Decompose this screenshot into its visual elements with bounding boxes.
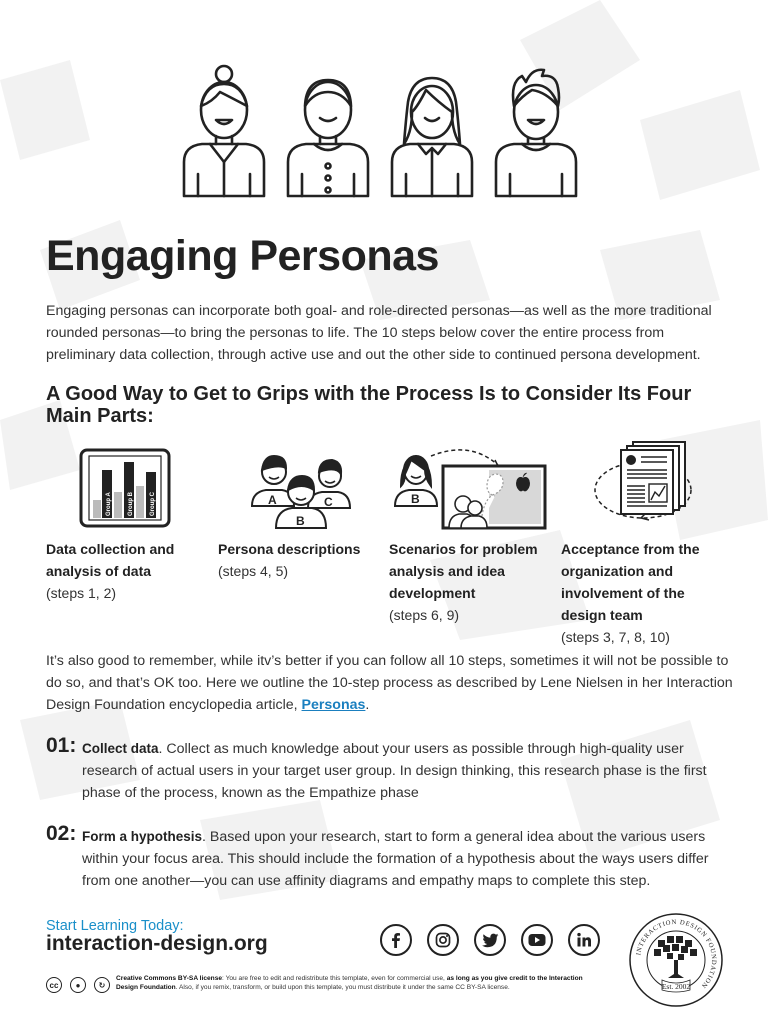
persona-man-spiky-hair-icon bbox=[496, 70, 576, 196]
instagram-icon[interactable] bbox=[427, 924, 459, 956]
step-lead: Form a hypothesis bbox=[82, 829, 203, 844]
remember-tail: . bbox=[365, 697, 370, 713]
share-alike-icon: ↻ bbox=[94, 977, 110, 993]
personas-link[interactable]: Personas bbox=[301, 697, 366, 713]
step-number: 02: bbox=[46, 822, 77, 845]
site-url-link[interactable]: interaction-design.org bbox=[46, 932, 268, 955]
scenario-letter-b: B bbox=[411, 492, 420, 506]
step-text bbox=[82, 738, 736, 804]
facebook-icon[interactable] bbox=[380, 924, 412, 956]
step-02 bbox=[46, 822, 736, 892]
part-title: Acceptance from the organization and involvement of the design team bbox=[561, 541, 700, 623]
seal-established-text: Est. 2002 bbox=[661, 982, 691, 991]
section-subheading: A Good Way to Get to Grips with the Process Is to Consider Its Four Main Parts: bbox=[46, 383, 692, 427]
part-item-acceptance bbox=[561, 442, 731, 648]
chart-label-group-c: Group C bbox=[150, 492, 156, 516]
twitter-icon[interactable] bbox=[474, 924, 506, 956]
license-text: Creative Commons BY-SA license: You are free to edit and redistribute this template, even for commercial use, as long as you give credit to the Interaction Design Foundation. Also, if you remix, transform, or build upon this template, you must distribute it under the same CC BY-SA license. bbox=[116, 975, 583, 991]
scenario-screen-icon bbox=[391, 446, 551, 530]
attribution-icon: ● bbox=[70, 977, 86, 993]
linkedin-icon[interactable] bbox=[568, 924, 600, 956]
seal-ring-text: INTERACTION DESIGN FOUNDATION bbox=[635, 918, 718, 990]
bar-chart-icon bbox=[76, 446, 206, 530]
license-block bbox=[46, 974, 606, 998]
start-learning-label: Start Learning Today: bbox=[46, 918, 184, 934]
step-01 bbox=[46, 734, 736, 804]
persona-woman-long-hair-icon bbox=[392, 78, 472, 196]
part-title: Scenarios for problem analysis and idea development bbox=[389, 541, 538, 601]
persona-group-icon bbox=[246, 446, 356, 530]
step-body: . Based upon your research, start to form a general idea about the various users within your focus area. This should include the formation of a hypothesis about the ways users differ from one another—you can use affinity diagrams and empathy maps to complete this step. bbox=[82, 829, 709, 889]
persona-letter-b: B bbox=[296, 514, 305, 528]
page-title: Engaging Personas bbox=[46, 232, 439, 280]
intro-paragraph: Engaging personas can incorporate both goal- and role-directed personas—as well as the more traditional rounded personas—to bring the personas to life. The 10 steps below cover the entire process from preliminary data collection, through active use and out the other side to continued persona development. bbox=[46, 303, 712, 363]
part-steps: (steps 1, 2) bbox=[46, 585, 117, 601]
idf-seal-logo bbox=[628, 912, 724, 1008]
persona-letter-a: A bbox=[268, 493, 277, 507]
persona-woman-bun-icon bbox=[184, 66, 264, 196]
four-parts-list bbox=[46, 442, 746, 645]
step-number: 01: bbox=[46, 734, 77, 757]
persona-man-short-hair-icon bbox=[288, 80, 368, 196]
part-title: Data collection and analysis of data bbox=[46, 541, 175, 579]
personas-hero-illustration bbox=[180, 62, 588, 200]
step-lead: Collect data bbox=[82, 741, 159, 756]
step-body: . Collect as much knowledge about your users as possible through high-quality user research of actual users in your target user group. In design thinking, this research phase is the first phase of the process, known as the Empathize phase bbox=[82, 741, 707, 801]
youtube-icon[interactable] bbox=[521, 924, 553, 956]
part-item-data-collection bbox=[46, 442, 216, 604]
part-steps: (steps 4, 5) bbox=[218, 563, 289, 579]
remember-paragraph bbox=[46, 650, 736, 716]
part-steps: (steps 6, 9) bbox=[389, 607, 460, 623]
documents-cycle-icon bbox=[589, 440, 699, 530]
cc-icon: cc bbox=[46, 977, 62, 993]
persona-letter-c: C bbox=[324, 495, 333, 509]
remember-text: It’s also good to remember, while itv’s better if you can follow all 10 steps, sometimes it will not be possible to do so, and that’s OK too. Here we outline the 10-step process as described by Lene Nielsen in her Interaction Design Foundation encyclopedia article, bbox=[46, 653, 733, 713]
part-item-persona-descriptions bbox=[218, 442, 388, 582]
part-title: Persona descriptions bbox=[218, 541, 361, 557]
part-item-scenarios bbox=[389, 442, 559, 626]
chart-label-group-b: Group B bbox=[128, 492, 134, 516]
step-text bbox=[82, 826, 736, 892]
part-steps: (steps 3, 7, 8, 10) bbox=[561, 629, 670, 645]
chart-label-group-a: Group A bbox=[106, 492, 112, 516]
